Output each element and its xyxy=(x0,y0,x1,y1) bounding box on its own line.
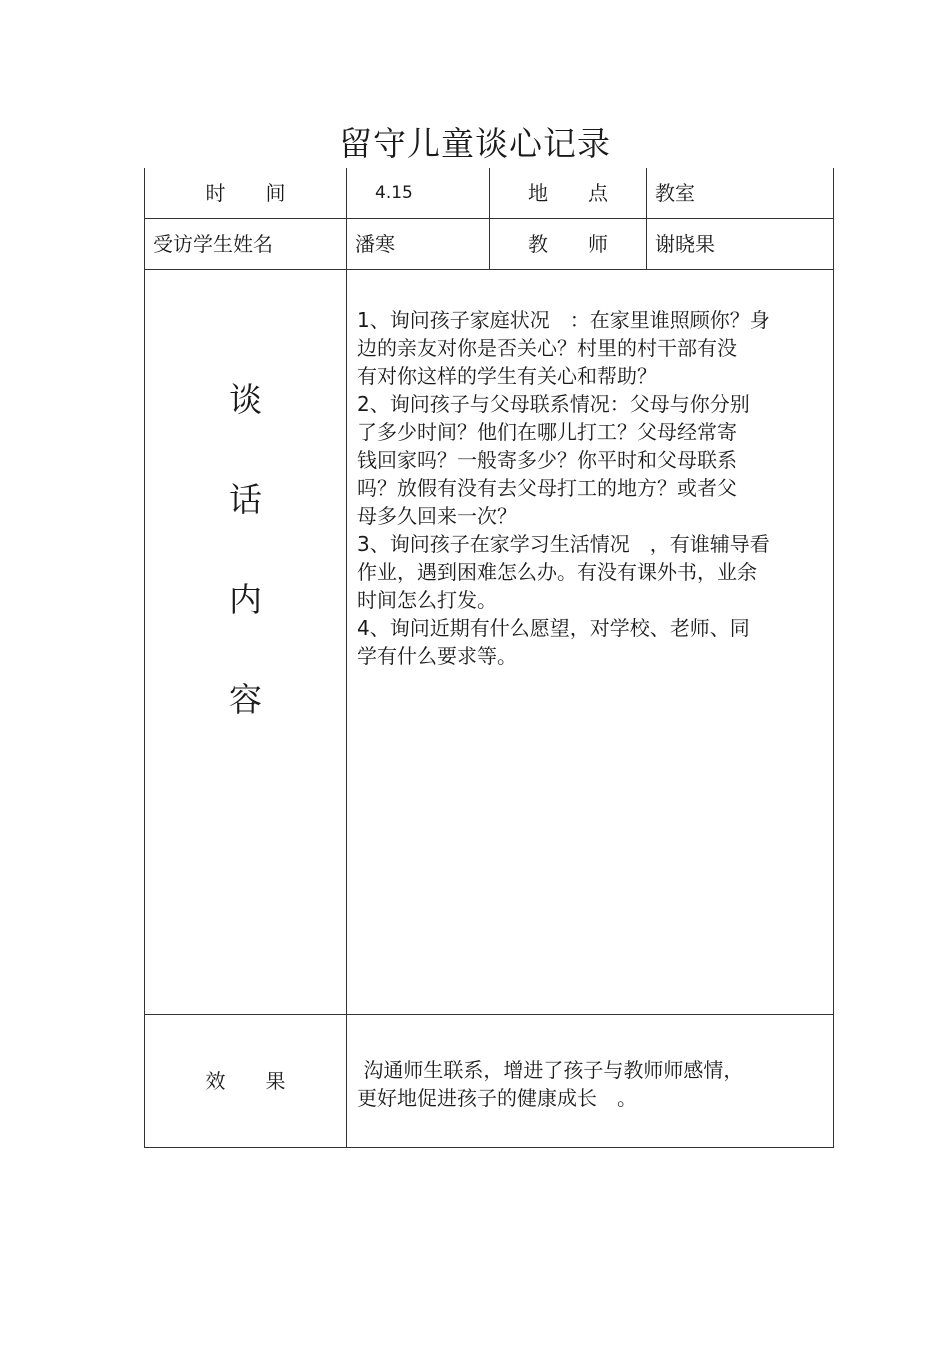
time-label: 时 间 xyxy=(145,168,347,219)
talk-line: 边的亲友对你是否关心？村里的村干部有没 xyxy=(357,336,737,360)
talk-content-label xyxy=(145,270,347,1015)
record-table xyxy=(144,168,834,1148)
student-name-label: 受访学生姓名 xyxy=(145,219,347,270)
student-name-value: 潘寒 xyxy=(347,219,490,270)
effect-line: 沟通师生联系，增进了孩子与教师师感情， xyxy=(357,1058,744,1082)
teacher-value: 谢晓果 xyxy=(647,219,834,270)
talk-line: 有对你这样的学生有关心和帮助？ xyxy=(357,364,657,388)
table-row xyxy=(145,168,834,219)
table-row xyxy=(145,1015,834,1148)
table-row xyxy=(145,219,834,270)
effect-label: 效 果 xyxy=(145,1015,347,1148)
talk-line: 作业，遇到困难怎么办。有没有课外书，业余 xyxy=(357,560,757,584)
talk-line: 时间怎么打发。 xyxy=(357,588,497,612)
talk-line: 3、询问孩子在家学习生活情况 ，有谁辅导看 xyxy=(357,532,770,556)
place-label: 地 点 xyxy=(490,168,647,219)
talk-content xyxy=(347,270,834,1015)
effect-line: 更好地促进孩子的健康成长 。 xyxy=(357,1086,637,1110)
time-value: 4.15 xyxy=(347,168,490,219)
talk-line: 钱回家吗？一般寄多少？你平时和父母联系 xyxy=(357,448,737,472)
talk-line: 1、询问孩子家庭状况 ：在家里谁照顾你？身 xyxy=(357,308,770,332)
talk-line: 学有什么要求等。 xyxy=(357,644,517,668)
talk-line: 4、询问近期有什么愿望，对学校、老师、同 xyxy=(357,616,750,640)
effect-content xyxy=(347,1015,834,1148)
teacher-label: 教 师 xyxy=(490,219,647,270)
table-row xyxy=(145,270,834,1015)
talk-line: 2、询问孩子与父母联系情况：父母与你分别 xyxy=(357,392,750,416)
talk-line: 母多久回来一次？ xyxy=(357,504,517,528)
place-value: 教室 xyxy=(647,168,834,219)
talk-label-char: 话 xyxy=(229,480,262,519)
page-title: 留守儿童谈心记录 xyxy=(339,124,611,163)
talk-line: 吗？放假有没有去父母打工的地方？或者父 xyxy=(357,476,737,500)
talk-label-char: 容 xyxy=(229,680,262,719)
talk-line: 了多少时间？他们在哪儿打工？父母经常寄 xyxy=(357,420,737,444)
talk-label-char: 内 xyxy=(229,580,262,619)
talk-label-char: 谈 xyxy=(229,380,262,419)
